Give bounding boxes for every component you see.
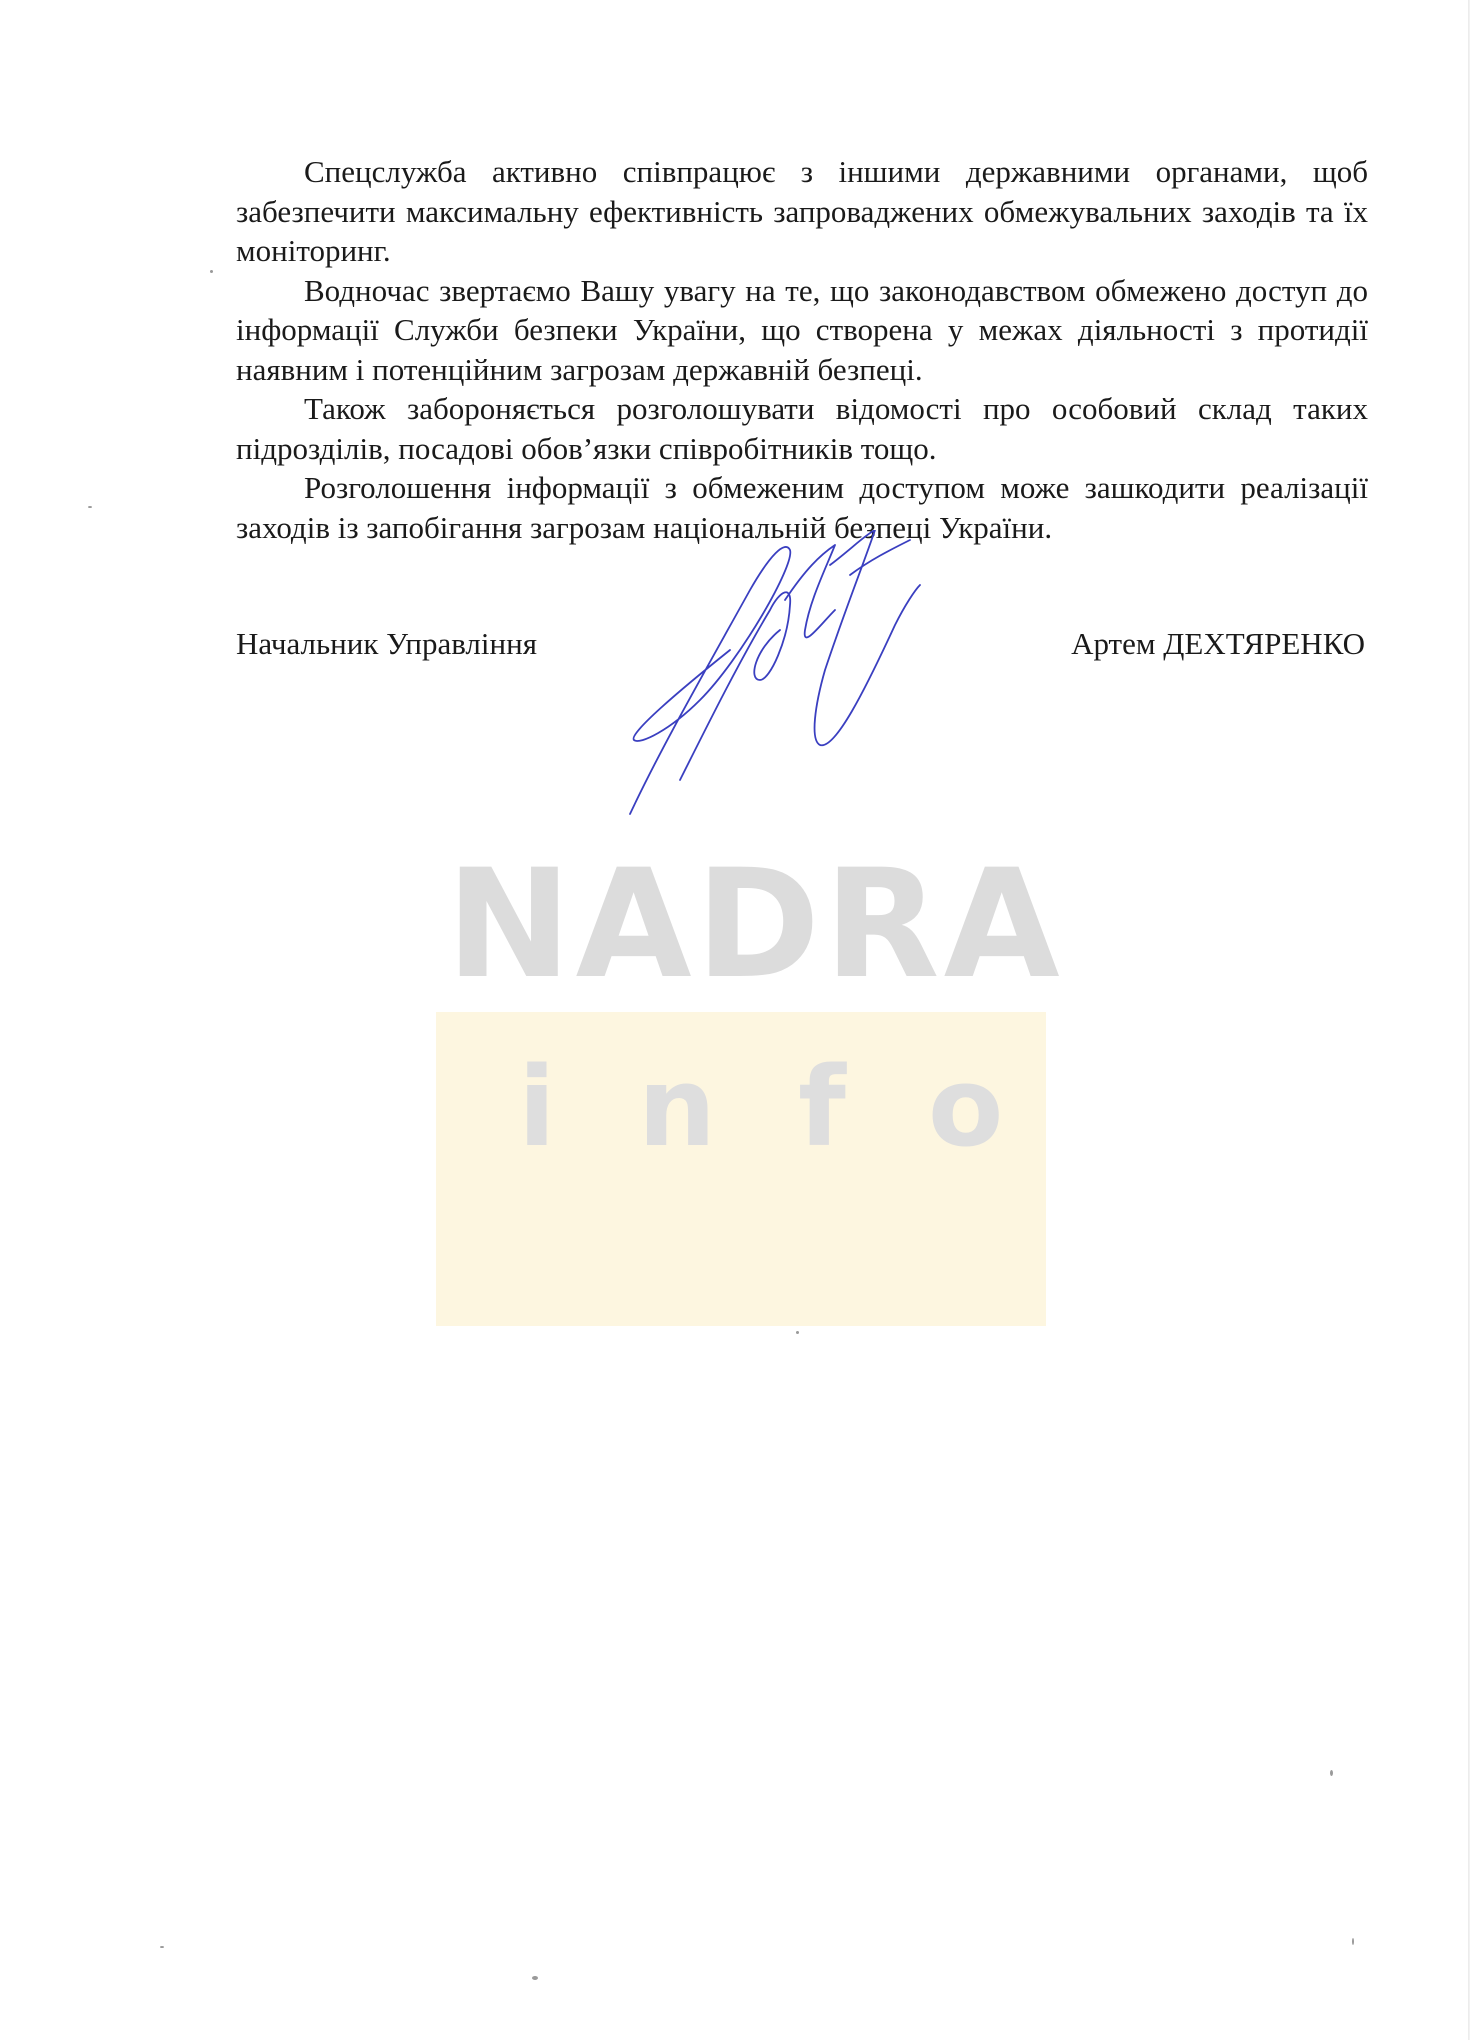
handwritten-signature <box>620 530 960 820</box>
signatory-name: Артем ДЕХТЯРЕНКО <box>1071 626 1365 661</box>
scan-speck <box>160 1946 164 1948</box>
paragraph-cooperation: Спецслужба активно співпрацює з іншими державними органами, щоб забезпечити максимальну ефективність запроваджених обмежувальних заходів та їх моніторинг. <box>236 154 1368 268</box>
scan-speck <box>532 1976 538 1980</box>
position-title: Начальник Управління <box>236 626 537 661</box>
scan-edge <box>1468 0 1470 2040</box>
scan-speck <box>1330 1770 1333 1776</box>
paragraph-disclosure-ban: Також забороняється розголошувати відомості про особовий склад таких підрозділів, посадові обов’язки співробітників тощо. <box>236 391 1368 466</box>
letter-body <box>236 152 1368 547</box>
watermark-info: info <box>518 1043 1086 1171</box>
watermark-box <box>436 1012 1086 1326</box>
scan-speck <box>210 270 213 273</box>
paragraph-disclosure-harm: Розголошення інформації з обмеженим доступом може зашкодити реалізації заходів із запобігання загрозам національній безпеці України. <box>236 470 1368 545</box>
watermark-nadra: NADRA <box>446 838 1064 1012</box>
scan-speck <box>796 1331 799 1334</box>
scan-speck <box>1352 1938 1354 1945</box>
paragraph-access-restriction: Водночас звертаємо Вашу увагу на те, що законодавством обмежено доступ до інформації Служби безпеки України, що створена у межах діяльності з протидії наявним і потенційним загрозам державній безпеці. <box>236 272 1368 387</box>
scan-speck <box>88 506 92 508</box>
